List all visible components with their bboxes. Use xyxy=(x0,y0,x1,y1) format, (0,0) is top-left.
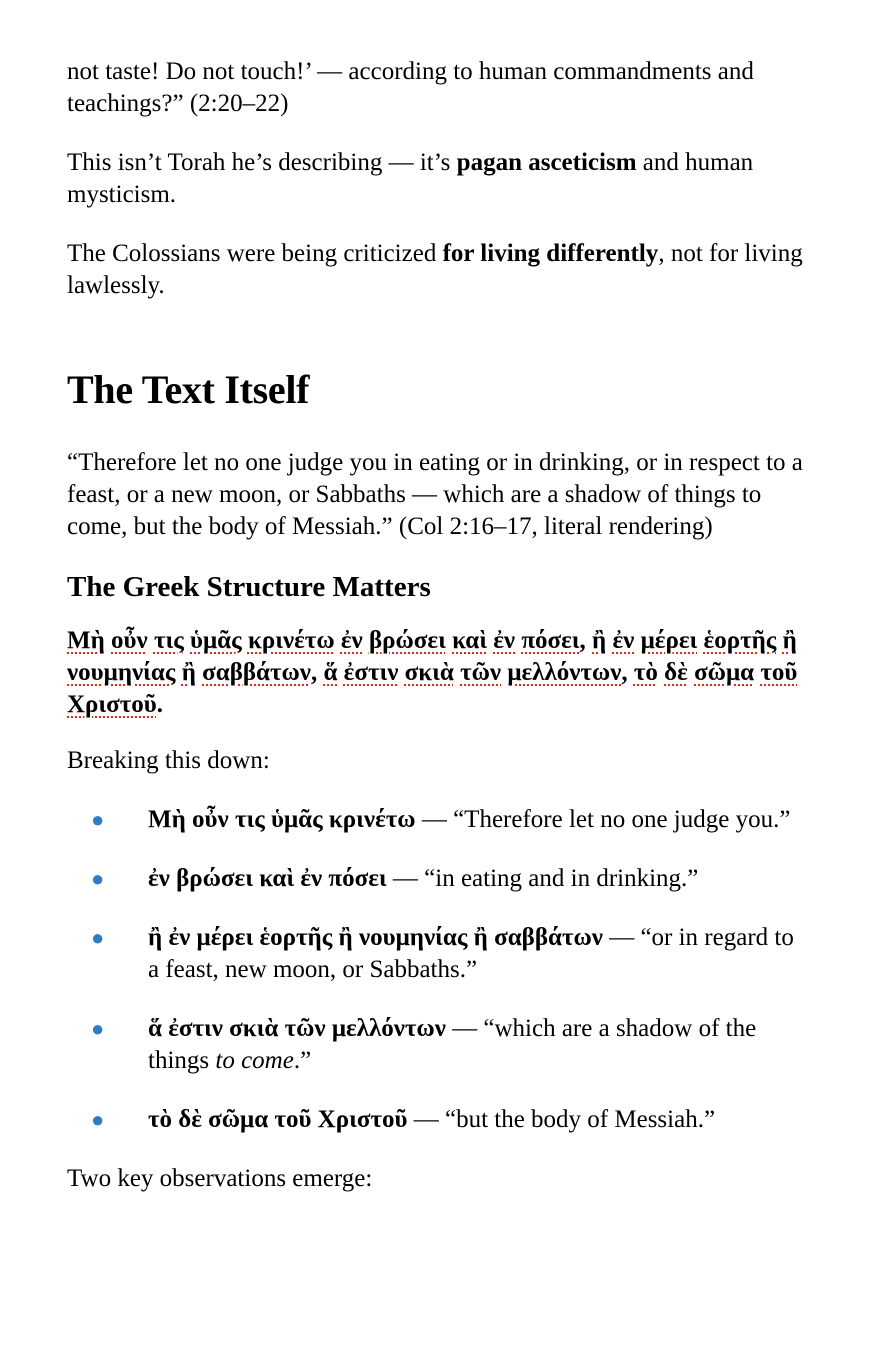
greek-word: τις xyxy=(153,627,184,654)
greek-word: τῶν xyxy=(460,659,502,686)
greek-word: Χριστοῦ xyxy=(67,691,157,718)
english-translation: “or in regard to a feast, new moon, or Sabbaths.” xyxy=(148,924,794,983)
greek-text xyxy=(67,625,807,721)
greek-word: ἐστιν xyxy=(343,659,399,686)
english-translation: “Therefore let no one judge you.” xyxy=(453,806,791,833)
bullet-icon: ● xyxy=(91,1016,105,1041)
greek-word: μελλόντων xyxy=(507,659,622,686)
scripture-quote: “Therefore let no one judge you in eating or in drinking, or in respect to a feast, or a new moon, or Sabbaths — which are a shadow of things to come, but the body of Messiah.” (Col 2:16–17, literal rendering) xyxy=(67,449,803,540)
greek-word: δὲ xyxy=(664,659,688,686)
greek-word: ἢ xyxy=(782,627,797,654)
greek-word: ἅ xyxy=(323,659,338,686)
bold-text: pagan asceticism xyxy=(456,149,637,176)
italic-text: to come xyxy=(215,1047,294,1074)
greek-word: βρώσει xyxy=(368,627,446,654)
greek-punctuation: , xyxy=(310,659,324,686)
greek-word: κρινέτω xyxy=(247,627,335,654)
greek-phrase: Μὴ οὖν τις ὑμᾶς κρινέτω xyxy=(148,806,416,833)
greek-word: ἐν xyxy=(493,627,516,654)
intro-paragraph-2 xyxy=(67,147,807,211)
bullet-icon: ● xyxy=(91,925,105,950)
greek-word: Μὴ xyxy=(67,627,105,654)
greek-word: νουμηνίας xyxy=(67,659,176,686)
intro-paragraph-3 xyxy=(67,238,807,302)
separator: — xyxy=(415,806,454,833)
greek-phrase: ἐν βρώσει καὶ ἐν πόσει xyxy=(148,865,387,892)
english-translation: “but the body of Messiah.” xyxy=(444,1106,716,1133)
greek-word: καὶ xyxy=(452,627,487,654)
list-item xyxy=(67,1104,807,1136)
greek-word: τοῦ xyxy=(760,659,798,686)
greek-word: ἑορτῆς xyxy=(703,627,777,654)
document-page xyxy=(67,56,807,1195)
text-run: and human mysticism. xyxy=(67,149,754,208)
greek-word: τὸ xyxy=(633,659,658,686)
english-translation: “in eating and in drinking.” xyxy=(424,865,699,892)
list-item xyxy=(67,922,807,986)
greek-word: σαββάτων xyxy=(202,659,311,686)
english-translation: “which are a shadow of the things xyxy=(148,1015,757,1074)
greek-punctuation: , xyxy=(579,627,593,654)
greek-punctuation: . xyxy=(156,691,164,718)
greek-punctuation: , xyxy=(621,659,634,686)
greek-word: ἐν xyxy=(340,627,363,654)
separator: — xyxy=(602,924,641,951)
breaking-down-label: Breaking this down: xyxy=(67,747,270,774)
separator: — xyxy=(445,1015,484,1042)
greek-word: ἢ xyxy=(181,659,196,686)
greek-word: ἐν xyxy=(612,627,635,654)
bullet-icon: ● xyxy=(91,1107,105,1132)
breakdown-list xyxy=(67,804,807,1136)
bullet-icon: ● xyxy=(91,807,105,832)
list-item xyxy=(67,804,807,836)
bold-text: for living differently xyxy=(442,240,659,267)
bullet-icon: ● xyxy=(91,866,105,891)
separator: — xyxy=(407,1106,445,1133)
section-heading: The Text Itself xyxy=(67,367,310,412)
closing-paragraph: Two key observations emerge: xyxy=(67,1165,373,1192)
subsection-heading: The Greek Structure Matters xyxy=(67,571,431,603)
intro-paragraph-1: not taste! Do not touch!’ — according to human commandments and teachings?” (2:20–22) xyxy=(67,58,754,117)
greek-word: σκιὰ xyxy=(404,659,454,686)
text-run: This isn’t Torah he’s describing — it’s xyxy=(67,149,457,176)
list-item xyxy=(67,863,807,895)
greek-word: ὑμᾶς xyxy=(190,627,242,654)
text-run: The Colossians were being criticized xyxy=(67,240,443,267)
greek-word: ἢ xyxy=(592,627,607,654)
text-run: , not for living lawlessly. xyxy=(67,240,803,299)
greek-phrase: ἅ ἐστιν σκιὰ τῶν μελλόντων xyxy=(148,1015,446,1042)
separator: — xyxy=(386,865,425,892)
greek-phrase: ἢ ἐν μέρει ἑορτῆς ἢ νουμηνίας ἢ σαββάτων xyxy=(148,924,603,951)
english-translation-end: .” xyxy=(293,1047,312,1074)
greek-word: οὖν xyxy=(111,627,148,654)
greek-word: μέρει xyxy=(640,627,698,654)
greek-word: πόσει xyxy=(521,627,580,654)
list-item xyxy=(67,1013,807,1077)
greek-word: σῶμα xyxy=(694,659,755,686)
greek-phrase: τὸ δὲ σῶμα τοῦ Χριστοῦ xyxy=(148,1106,408,1133)
